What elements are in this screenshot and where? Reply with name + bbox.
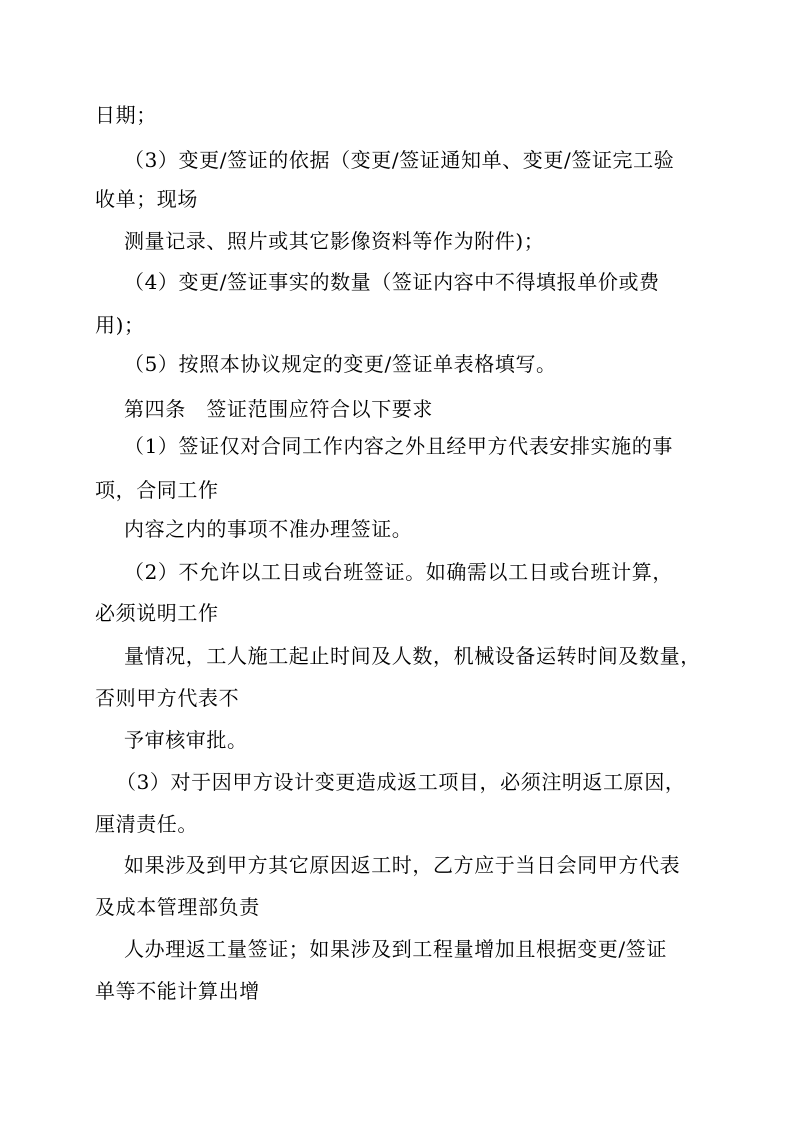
text-line-5: （4）变更/签证事实的数量（签证内容中不得填报单价或费 bbox=[124, 270, 660, 294]
text-line-6: 用)； bbox=[95, 313, 145, 337]
text-line-17: （3）对于因甲方设计变更造成返工项目，必须注明返工原因， bbox=[116, 770, 686, 794]
text-line-4: 测量记录、照片或其它影像资料等作为附件)； bbox=[124, 229, 545, 253]
text-line-19: 如果涉及到甲方其它原因返工时，乙方应于当日会同甲方代表 bbox=[124, 853, 681, 877]
text-line-15: 否则甲方代表不 bbox=[95, 686, 240, 710]
text-line-20: 及成本管理部负责 bbox=[95, 895, 260, 919]
text-line-12: （2）不允许以工日或台班签证。如确需以工日或台班计算， bbox=[124, 560, 673, 584]
text-line-16: 予审核审批。 bbox=[124, 728, 248, 752]
text-line-22: 单等不能计算出增 bbox=[95, 979, 260, 1003]
text-line-10: 项，合同工作 bbox=[95, 478, 219, 502]
text-line-13: 必须说明工作 bbox=[95, 601, 219, 625]
text-line-11: 内容之内的事项不准办理签证。 bbox=[124, 517, 413, 541]
text-line-1: 日期； bbox=[95, 103, 157, 127]
text-line-2: （3）变更/签证的依据（变更/签证通知单、变更/签证完工验 bbox=[124, 148, 675, 172]
section-heading: 第四条 签证范围应符合以下要求 bbox=[124, 397, 433, 421]
text-line-14: 量情况，工人施工起止时间及人数，机械设备运转时间及数量， bbox=[124, 644, 701, 668]
text-line-21: 人办理返工量签证；如果涉及到工程量增加且根据变更/签证 bbox=[124, 937, 667, 961]
text-line-9: （1）签证仅对合同工作内容之外且经甲方代表安排实施的事 bbox=[124, 434, 673, 458]
text-line-7: （5）按照本协议规定的变更/签证单表格填写。 bbox=[124, 352, 557, 376]
text-line-18: 厘清责任。 bbox=[95, 812, 198, 836]
text-line-3: 收单；现场 bbox=[95, 187, 198, 211]
